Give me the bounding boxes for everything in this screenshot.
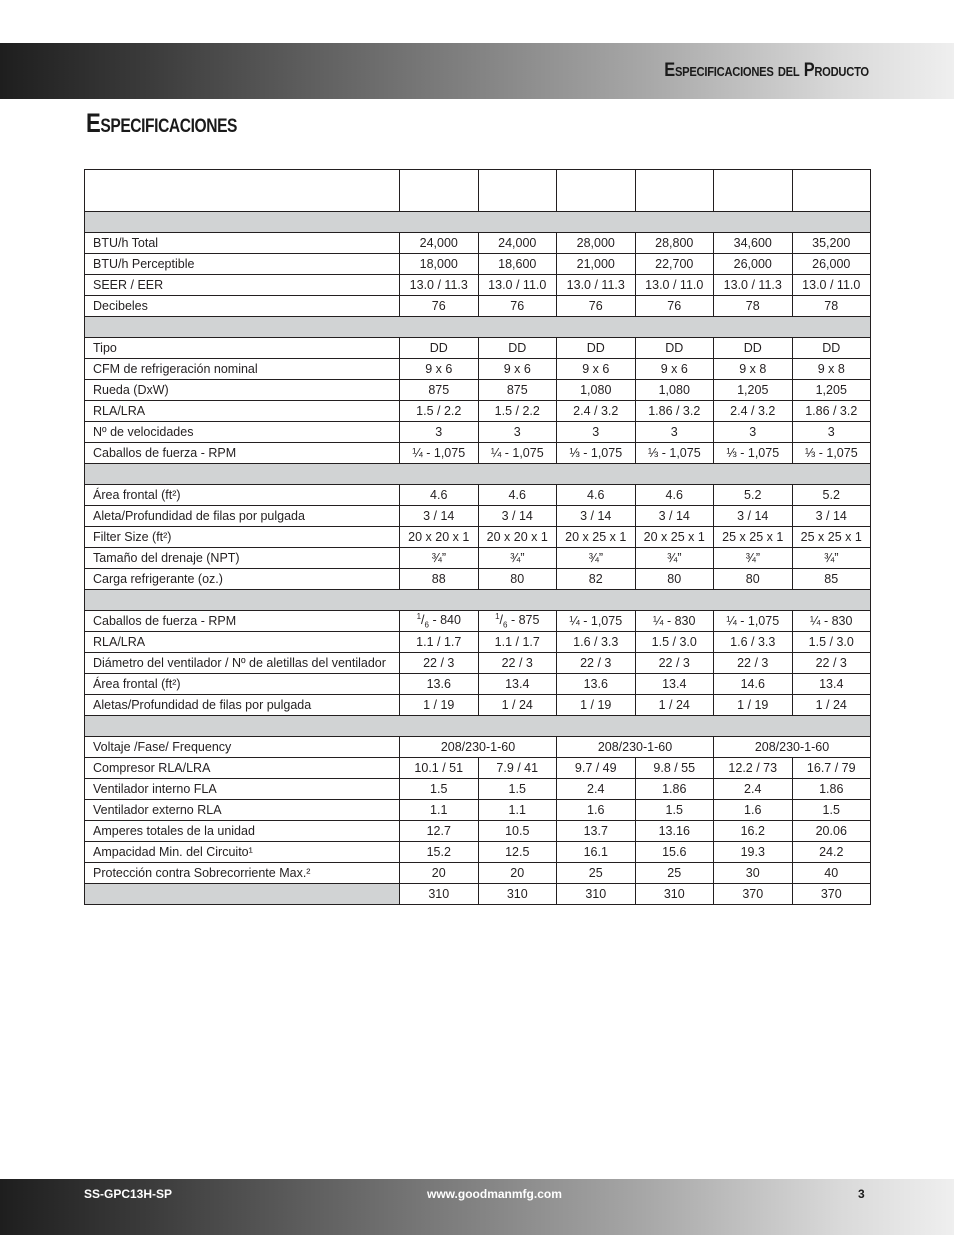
- value-cell: 4.6: [478, 485, 557, 506]
- value-cell: 22 / 3: [478, 653, 557, 674]
- row-label: Tamaño del drenaje (NPT): [85, 548, 400, 569]
- value-cell: 25 x 25 x 1: [714, 527, 793, 548]
- value-cell: 1.6 / 3.3: [557, 632, 636, 653]
- value-cell: 370: [714, 884, 793, 905]
- table-row: [85, 821, 871, 842]
- table-row: [85, 485, 871, 506]
- value-cell: DD: [792, 338, 871, 359]
- value-cell: 13.4: [635, 674, 714, 695]
- value-cell: 1.86 / 3.2: [792, 401, 871, 422]
- value-cell: ¼ - 830: [635, 611, 714, 632]
- value-cell: 80: [478, 569, 557, 590]
- value-cell: 310: [400, 884, 479, 905]
- value-cell: 76: [400, 296, 479, 317]
- value-cell: DD: [557, 338, 636, 359]
- voltage-cell: 208/230-1-60: [714, 737, 871, 758]
- value-cell: 28,000: [557, 233, 636, 254]
- table-row: [85, 611, 871, 632]
- value-cell: 1.5 / 2.2: [400, 401, 479, 422]
- value-cell: 2.4 / 3.2: [557, 401, 636, 422]
- value-cell: 20.06: [792, 821, 871, 842]
- table-row: [85, 422, 871, 443]
- table-row: [85, 443, 871, 464]
- value-cell: 3 / 14: [400, 506, 479, 527]
- value-cell: 1.5: [792, 800, 871, 821]
- fraction-denominator: 6: [503, 620, 508, 630]
- value-cell: 76: [557, 296, 636, 317]
- value-cell: $^1/_6 - 840$: [400, 611, 479, 632]
- row-label: Tipo: [85, 338, 400, 359]
- value-cell: 1.1: [478, 800, 557, 821]
- table-row: [85, 653, 871, 674]
- table-row: [85, 506, 871, 527]
- value-cell: 9 x 8: [792, 359, 871, 380]
- row-label: BTU/h Perceptible: [85, 254, 400, 275]
- value-cell: ¾”: [478, 548, 557, 569]
- value-cell: 3 / 14: [557, 506, 636, 527]
- value-cell: 9 x 8: [714, 359, 793, 380]
- value-cell: 1.5: [478, 779, 557, 800]
- table-row: [85, 380, 871, 401]
- value-cell: 26,000: [714, 254, 793, 275]
- section-header-row: [85, 716, 871, 737]
- value-cell: 20 x 20 x 1: [478, 527, 557, 548]
- value-cell: 3 / 14: [635, 506, 714, 527]
- value-cell: 22 / 3: [400, 653, 479, 674]
- value-cell: 9 x 6: [635, 359, 714, 380]
- value-cell: ⅓ - 1,075: [635, 443, 714, 464]
- value-cell: 13.0 / 11.3: [557, 275, 636, 296]
- value-cell: 9.7 / 49: [557, 758, 636, 779]
- table-row: [85, 674, 871, 695]
- value-cell: 13.4: [478, 674, 557, 695]
- value-cell: 7.9 / 41: [478, 758, 557, 779]
- value-cell: 1.6: [557, 800, 636, 821]
- value-cell: 1.1 / 1.7: [478, 632, 557, 653]
- row-label: CFM de refrigeración nominal: [85, 359, 400, 380]
- value-cell: 20 x 25 x 1: [635, 527, 714, 548]
- page-title: Especificaciones: [86, 108, 238, 138]
- value-cell: 21,000: [557, 254, 636, 275]
- section-header-row: [85, 317, 871, 338]
- value-cell: 35,200: [792, 233, 871, 254]
- value-cell: 22 / 3: [714, 653, 793, 674]
- section-header-cell: [85, 716, 871, 737]
- table-row: [85, 254, 871, 275]
- table-header-row: [85, 170, 871, 212]
- value-cell: 88: [400, 569, 479, 590]
- value-cell: 18,600: [478, 254, 557, 275]
- row-label: Caballos de fuerza - RPM: [85, 611, 400, 632]
- value-cell: 310: [557, 884, 636, 905]
- value-cell: 3 / 14: [792, 506, 871, 527]
- table-row: [85, 863, 871, 884]
- table-row: [85, 527, 871, 548]
- value-cell: 10.1 / 51: [400, 758, 479, 779]
- row-label: Voltaje /Fase/ Frequency: [85, 737, 400, 758]
- value-cell: ¼ - 830: [792, 611, 871, 632]
- value-cell: 25: [557, 863, 636, 884]
- value-cell: 22,700: [635, 254, 714, 275]
- value-cell: ⅓ - 1,075: [792, 443, 871, 464]
- row-label: Ventilador externo RLA: [85, 800, 400, 821]
- value-cell: ¼ - 1,075: [557, 611, 636, 632]
- value-cell: 78: [792, 296, 871, 317]
- value-cell: ¼ - 1,075: [478, 443, 557, 464]
- value-cell: 370: [792, 884, 871, 905]
- section-header-cell: [85, 464, 871, 485]
- value-cell: 1,205: [792, 380, 871, 401]
- value-cell: 20: [478, 863, 557, 884]
- row-label: SEER / EER: [85, 275, 400, 296]
- value-cell: 2.4: [714, 779, 793, 800]
- value-cell: ⅓ - 1,075: [557, 443, 636, 464]
- row-label: Diámetro del ventilador / Nº de aletillas del ventilador: [85, 653, 400, 674]
- value-cell: 3 / 14: [478, 506, 557, 527]
- table-row: [85, 233, 871, 254]
- table-row: [85, 401, 871, 422]
- value-cell: DD: [635, 338, 714, 359]
- row-label: Ventilador interno FLA: [85, 779, 400, 800]
- value-cell: 22 / 3: [635, 653, 714, 674]
- value-cell: 22 / 3: [557, 653, 636, 674]
- value-cell: 13.0 / 11.0: [635, 275, 714, 296]
- row-label: Amperes totales de la unidad: [85, 821, 400, 842]
- row-label: Decibeles: [85, 296, 400, 317]
- table-row: [85, 359, 871, 380]
- fraction-numerator: 1: [495, 612, 500, 622]
- value-cell: 13.16: [635, 821, 714, 842]
- value-cell: 22 / 3: [792, 653, 871, 674]
- table-row: [85, 338, 871, 359]
- value-cell: 3 / 14: [714, 506, 793, 527]
- row-label: Filter Size (ft²): [85, 527, 400, 548]
- value-cell: 310: [478, 884, 557, 905]
- value-cell: 9 x 6: [478, 359, 557, 380]
- row-label: Ampacidad Min. del Circuito¹: [85, 842, 400, 863]
- value-cell: 15.6: [635, 842, 714, 863]
- section-header-cell: [85, 317, 871, 338]
- row-label: BTU/h Total: [85, 233, 400, 254]
- value-cell: 13.7: [557, 821, 636, 842]
- value-cell: 1.5 / 2.2: [478, 401, 557, 422]
- table-row: [85, 548, 871, 569]
- website-link[interactable]: www.goodmanmfg.com: [427, 1187, 562, 1201]
- value-cell: 5.2: [714, 485, 793, 506]
- section-header-cell: [85, 590, 871, 611]
- final-row: [85, 884, 871, 905]
- value-cell: 85: [792, 569, 871, 590]
- value-cell: 26,000: [792, 254, 871, 275]
- section-header-cell: [85, 212, 871, 233]
- value-cell: 1.6 / 3.3: [714, 632, 793, 653]
- value-cell: 1 / 24: [635, 695, 714, 716]
- value-cell: 30: [714, 863, 793, 884]
- value-cell: 13.0 / 11.0: [792, 275, 871, 296]
- value-cell: $^1/_6 - 875$: [478, 611, 557, 632]
- document-code: SS-GPC13H-SP: [84, 1187, 173, 1201]
- value-cell: 10.5: [478, 821, 557, 842]
- value-cell: 25: [635, 863, 714, 884]
- model-header-cell: [792, 170, 871, 212]
- row-label: Área frontal (ft²): [85, 485, 400, 506]
- value-cell: 12.7: [400, 821, 479, 842]
- value-cell: 5.2: [792, 485, 871, 506]
- model-header-cell: [557, 170, 636, 212]
- value-cell: 3: [557, 422, 636, 443]
- table-row: [85, 695, 871, 716]
- table-row: [85, 800, 871, 821]
- value-cell: 4.6: [635, 485, 714, 506]
- table-row: [85, 296, 871, 317]
- value-cell: 14.6: [714, 674, 793, 695]
- page-number: 3: [858, 1187, 865, 1201]
- value-cell: 13.0 / 11.3: [714, 275, 793, 296]
- header-corner-cell: [85, 170, 400, 212]
- value-cell: 1,080: [635, 380, 714, 401]
- row-label: Protección contra Sobrecorriente Max.²: [85, 863, 400, 884]
- value-cell: ¼ - 1,075: [714, 611, 793, 632]
- row-label: Área frontal (ft²): [85, 674, 400, 695]
- table-row: [85, 842, 871, 863]
- row-label: Compresor RLA/LRA: [85, 758, 400, 779]
- value-cell: 16.2: [714, 821, 793, 842]
- value-cell: 25 x 25 x 1: [792, 527, 871, 548]
- value-cell: 1.86 / 3.2: [635, 401, 714, 422]
- value-cell: 3: [714, 422, 793, 443]
- row-label: RLA/LRA: [85, 401, 400, 422]
- table-row: [85, 758, 871, 779]
- value-cell: 40: [792, 863, 871, 884]
- header-bar: [0, 43, 954, 99]
- value-cell: 3: [400, 422, 479, 443]
- fraction-numerator: 1: [416, 612, 422, 622]
- value-cell: 24,000: [400, 233, 479, 254]
- row-label: Aletas/Profundidad de filas por pulgada: [85, 695, 400, 716]
- value-cell: 1,080: [557, 380, 636, 401]
- value-cell: 4.6: [400, 485, 479, 506]
- voltage-cell: 208/230-1-60: [400, 737, 557, 758]
- value-cell: 76: [635, 296, 714, 317]
- value-cell: ⅓ - 1,075: [714, 443, 793, 464]
- voltage-row: [85, 737, 871, 758]
- final-row-label: [85, 884, 400, 905]
- value-cell: 20 x 20 x 1: [400, 527, 479, 548]
- row-label: Nº de velocidades: [85, 422, 400, 443]
- value-cell: DD: [714, 338, 793, 359]
- model-header-cell: [478, 170, 557, 212]
- value-cell: 16.7 / 79: [792, 758, 871, 779]
- value-cell: 78: [714, 296, 793, 317]
- value-cell: 1 / 19: [714, 695, 793, 716]
- table-row: [85, 275, 871, 296]
- value-cell: 13.0 / 11.0: [478, 275, 557, 296]
- value-cell: 9.8 / 55: [635, 758, 714, 779]
- value-cell: 1.1: [400, 800, 479, 821]
- value-cell: 15.2: [400, 842, 479, 863]
- value-cell: 1.86: [792, 779, 871, 800]
- value-cell: 1 / 19: [557, 695, 636, 716]
- value-cell: 20 x 25 x 1: [557, 527, 636, 548]
- section-header-row: [85, 212, 871, 233]
- value-cell: 80: [714, 569, 793, 590]
- value-cell: 82: [557, 569, 636, 590]
- value-cell: 12.2 / 73: [714, 758, 793, 779]
- fraction-denominator: 6: [424, 620, 429, 630]
- value-cell: 9 x 6: [400, 359, 479, 380]
- value-cell: DD: [400, 338, 479, 359]
- value-cell: 18,000: [400, 254, 479, 275]
- value-cell: 13.6: [400, 674, 479, 695]
- value-cell: ¼ - 1,075: [400, 443, 479, 464]
- value-cell: 12.5: [478, 842, 557, 863]
- value-cell: 13.6: [557, 674, 636, 695]
- value-cell: 3: [792, 422, 871, 443]
- value-cell: 19.3: [714, 842, 793, 863]
- value-cell: ¾”: [714, 548, 793, 569]
- value-cell: 13.4: [792, 674, 871, 695]
- value-cell: 13.0 / 11.3: [400, 275, 479, 296]
- value-cell: 875: [400, 380, 479, 401]
- row-label: RLA/LRA: [85, 632, 400, 653]
- value-cell: 4.6: [557, 485, 636, 506]
- value-cell: 1.6: [714, 800, 793, 821]
- model-header-cell: [400, 170, 479, 212]
- section-header-row: [85, 590, 871, 611]
- row-label: Caballos de fuerza - RPM: [85, 443, 400, 464]
- value-cell: 2.4 / 3.2: [714, 401, 793, 422]
- table-row: [85, 779, 871, 800]
- value-cell: ¾”: [792, 548, 871, 569]
- value-cell: 3: [478, 422, 557, 443]
- value-cell: 20: [400, 863, 479, 884]
- value-cell: 3: [635, 422, 714, 443]
- row-label: Aleta/Profundidad de filas por pulgada: [85, 506, 400, 527]
- value-cell: 28,800: [635, 233, 714, 254]
- value-cell: 1 / 24: [478, 695, 557, 716]
- value-cell: 1.5: [400, 779, 479, 800]
- value-cell: 310: [635, 884, 714, 905]
- value-cell: 1.5 / 3.0: [792, 632, 871, 653]
- value-cell: 34,600: [714, 233, 793, 254]
- value-cell: 1.5: [635, 800, 714, 821]
- value-cell: 1.5 / 3.0: [635, 632, 714, 653]
- voltage-cell: 208/230-1-60: [557, 737, 714, 758]
- model-header-cell: [714, 170, 793, 212]
- row-label: Carga refrigerante (oz.): [85, 569, 400, 590]
- value-text: - 840: [432, 613, 461, 628]
- value-cell: 1.1 / 1.7: [400, 632, 479, 653]
- value-cell: 1 / 24: [792, 695, 871, 716]
- row-label: Rueda (DxW): [85, 380, 400, 401]
- table-row: [85, 569, 871, 590]
- value-cell: DD: [478, 338, 557, 359]
- value-cell: 875: [478, 380, 557, 401]
- header-title: Especificaciones del Producto: [664, 60, 869, 81]
- section-header-row: [85, 464, 871, 485]
- value-cell: 9 x 6: [557, 359, 636, 380]
- model-header-cell: [635, 170, 714, 212]
- value-cell: 1 / 19: [400, 695, 479, 716]
- value-cell: ¾”: [400, 548, 479, 569]
- table-row: [85, 632, 871, 653]
- value-cell: 2.4: [557, 779, 636, 800]
- value-cell: ¾”: [557, 548, 636, 569]
- value-cell: 24.2: [792, 842, 871, 863]
- value-cell: 1,205: [714, 380, 793, 401]
- value-text: - 875: [510, 613, 540, 628]
- spec-table: [84, 169, 871, 905]
- value-cell: ¾”: [635, 548, 714, 569]
- value-cell: 1.86: [635, 779, 714, 800]
- value-cell: 16.1: [557, 842, 636, 863]
- value-cell: 76: [478, 296, 557, 317]
- footer-bar: [0, 1179, 954, 1235]
- value-cell: 80: [635, 569, 714, 590]
- value-cell: 24,000: [478, 233, 557, 254]
